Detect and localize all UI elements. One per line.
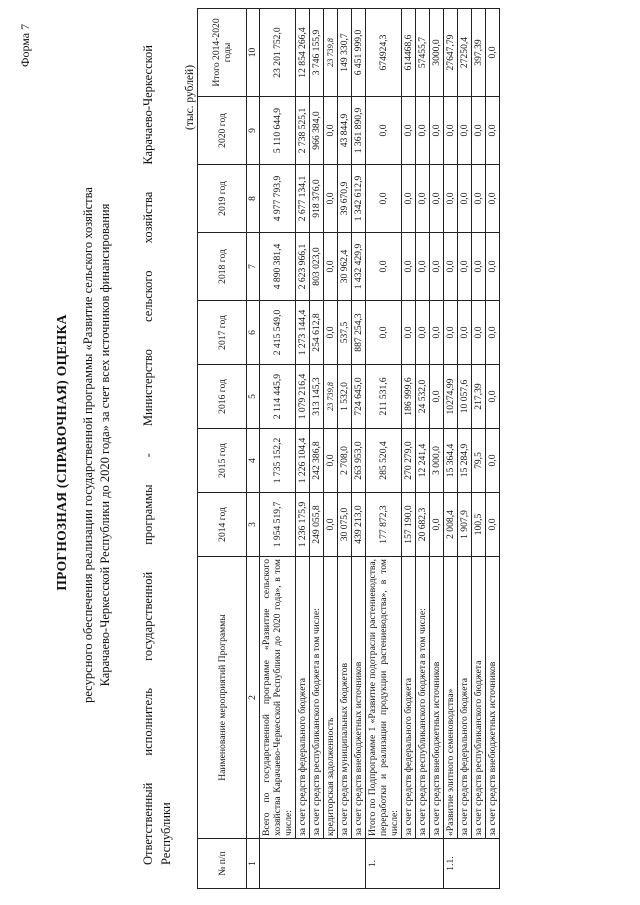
measure-name: за счет средств республиканского бюджета bbox=[472, 557, 486, 839]
value-cell: 0,0 bbox=[324, 233, 338, 301]
value-cell: 23 739,8 bbox=[324, 9, 338, 97]
value-cell: 0,0 bbox=[324, 493, 338, 557]
value-cell: 149 330,7 bbox=[338, 9, 352, 97]
value-cell: 0,0 bbox=[416, 97, 430, 165]
value-cell: 249 055,8 bbox=[310, 493, 324, 557]
value-cell: 3 746 155,9 bbox=[310, 9, 324, 97]
value-cell: 30 962,4 bbox=[338, 233, 352, 301]
value-cell: 313 145,3 bbox=[310, 365, 324, 429]
column-header: Наименование мероприятий Программы bbox=[198, 557, 247, 839]
measure-name: за счет средств внебюджетных источников bbox=[486, 557, 500, 839]
value-cell: 887 254,3 bbox=[352, 301, 366, 365]
column-header: 2019 год bbox=[198, 165, 247, 233]
value-cell: 0,0 bbox=[486, 233, 500, 301]
row-number bbox=[260, 839, 366, 889]
value-cell: 0,0 bbox=[458, 233, 472, 301]
value-cell: 1 954 519,7 bbox=[260, 493, 296, 557]
value-cell: 39 670,9 bbox=[338, 165, 352, 233]
table-row bbox=[486, 9, 500, 889]
value-cell: 439 213,0 bbox=[352, 493, 366, 557]
value-cell: 0,0 bbox=[430, 97, 444, 165]
measure-name: за счет средств федерального бюджета bbox=[402, 557, 416, 839]
column-header: 2015 год bbox=[198, 429, 247, 493]
value-cell: 966 384,0 bbox=[310, 97, 324, 165]
value-cell: 0,0 bbox=[430, 165, 444, 233]
value-cell: 1 079 216,4 bbox=[296, 365, 310, 429]
value-cell: 23 201 752,0 bbox=[260, 9, 296, 97]
value-cell: 15 364,4 bbox=[444, 429, 458, 493]
value-cell: 1 361 890,9 bbox=[352, 97, 366, 165]
measure-name: за счет средств внебюджетных источников bbox=[352, 557, 366, 839]
value-cell: 1 236 175,9 bbox=[296, 493, 310, 557]
column-index: 9 bbox=[247, 97, 260, 165]
value-cell: 0,0 bbox=[458, 165, 472, 233]
value-cell: 43 844,9 bbox=[338, 97, 352, 165]
table-row bbox=[430, 9, 444, 889]
value-cell: 1 532,0 bbox=[338, 365, 352, 429]
value-cell: 0,0 bbox=[444, 165, 458, 233]
value-cell: 0,0 bbox=[416, 233, 430, 301]
value-cell: 0,0 bbox=[416, 301, 430, 365]
value-cell: 803 023,0 bbox=[310, 233, 324, 301]
value-cell: 263 953,0 bbox=[352, 429, 366, 493]
value-cell: 0,0 bbox=[324, 97, 338, 165]
column-index: 2 bbox=[247, 557, 260, 839]
form-label: Форма 7 bbox=[18, 23, 32, 67]
value-cell: 0,0 bbox=[486, 165, 500, 233]
value-cell: 0,0 bbox=[486, 493, 500, 557]
measure-name: за счет средств республиканского бюджета в том числе: bbox=[416, 557, 430, 839]
value-cell: 0,0 bbox=[430, 301, 444, 365]
value-cell: 0,0 bbox=[324, 165, 338, 233]
responsible-line-2: Республики bbox=[159, 802, 173, 865]
column-index: 3 bbox=[247, 493, 260, 557]
value-cell: 0,0 bbox=[402, 165, 416, 233]
value-cell: 0,0 bbox=[458, 301, 472, 365]
value-cell: 177 872,3 bbox=[366, 493, 402, 557]
column-index: 1 bbox=[247, 839, 260, 889]
value-cell: 12 241,4 bbox=[416, 429, 430, 493]
value-cell: 537,5 bbox=[338, 301, 352, 365]
column-header: 2017 год bbox=[198, 301, 247, 365]
value-cell: 0,0 bbox=[472, 301, 486, 365]
measure-name: «Развитие элитного семеноводства» bbox=[444, 557, 458, 839]
value-cell: 20 682,3 bbox=[416, 493, 430, 557]
value-cell: 0,0 bbox=[486, 301, 500, 365]
column-index: 5 bbox=[247, 365, 260, 429]
measure-name: за счет средств внебюджетных источников bbox=[430, 557, 444, 839]
row-number: 1. bbox=[366, 839, 444, 889]
column-header: 2018 год bbox=[198, 233, 247, 301]
value-cell: 27647,79 bbox=[444, 9, 458, 97]
value-cell: 27250,4 bbox=[458, 9, 472, 97]
value-cell: 2 415 549,0 bbox=[260, 301, 296, 365]
column-header: 2016 год bbox=[198, 365, 247, 429]
value-cell: 30 075,0 bbox=[338, 493, 352, 557]
value-cell: 3000,0 bbox=[430, 9, 444, 97]
value-cell: 211 531,6 bbox=[366, 365, 402, 429]
table-row bbox=[324, 9, 338, 889]
measure-name: за счет средств федерального бюджета bbox=[296, 557, 310, 839]
value-cell: 2 114 445,9 bbox=[260, 365, 296, 429]
column-header: № п/п bbox=[198, 839, 247, 889]
measure-name: за счет средств федерального бюджета bbox=[458, 557, 472, 839]
value-cell: 1 735 152,2 bbox=[260, 429, 296, 493]
value-cell: 0,0 bbox=[486, 365, 500, 429]
value-cell: 100,5 bbox=[472, 493, 486, 557]
value-cell: 157 190,0 bbox=[402, 493, 416, 557]
value-cell: 0,0 bbox=[486, 9, 500, 97]
value-cell: 5 110 644,9 bbox=[260, 97, 296, 165]
measure-name: Итого по Подпрограмме 1 «Развитие подотрасли растениеводства, переработки и реализации продукции растениеводства», в том числе: bbox=[366, 557, 402, 839]
value-cell: 1 226 104,4 bbox=[296, 429, 310, 493]
value-cell: 4 977 793,9 bbox=[260, 165, 296, 233]
column-index: 6 bbox=[247, 301, 260, 365]
measure-name: Всего по государственной программе «Развитие сельского хозяйства Карачаево-Черкесской Республики до 2020 года», в том числе: bbox=[260, 557, 296, 839]
value-cell: 23 739,8 bbox=[324, 365, 338, 429]
value-cell: 6 451 999,0 bbox=[352, 9, 366, 97]
value-cell: 674924,3 bbox=[366, 9, 402, 97]
value-cell: 0,0 bbox=[486, 429, 500, 493]
value-cell: 0,0 bbox=[324, 429, 338, 493]
table-row bbox=[352, 9, 366, 889]
value-cell: 0,0 bbox=[402, 233, 416, 301]
value-cell: 1 342 612,9 bbox=[352, 165, 366, 233]
measure-name: за счет средств республиканского бюджета в том числе: bbox=[310, 557, 324, 839]
value-cell: 242 386,8 bbox=[310, 429, 324, 493]
value-cell: 1 432 429,9 bbox=[352, 233, 366, 301]
column-index: 7 bbox=[247, 233, 260, 301]
table-index-row bbox=[247, 9, 260, 889]
value-cell: 0,0 bbox=[430, 233, 444, 301]
table-row bbox=[416, 9, 430, 889]
value-cell: 0,0 bbox=[416, 165, 430, 233]
value-cell: 397,39 bbox=[472, 9, 486, 97]
value-cell: 0,0 bbox=[444, 301, 458, 365]
value-cell: 0,0 bbox=[444, 233, 458, 301]
value-cell: 186 999,6 bbox=[402, 365, 416, 429]
value-cell: 0,0 bbox=[472, 165, 486, 233]
value-cell: 254 612,8 bbox=[310, 301, 324, 365]
table-row bbox=[296, 9, 310, 889]
value-cell: 217,39 bbox=[472, 365, 486, 429]
value-cell: 79,5 bbox=[472, 429, 486, 493]
value-cell: 0,0 bbox=[430, 365, 444, 429]
table-row bbox=[402, 9, 416, 889]
value-cell: 270 279,0 bbox=[402, 429, 416, 493]
value-cell: 4 890 381,4 bbox=[260, 233, 296, 301]
table-row bbox=[444, 9, 458, 889]
value-cell: 0,0 bbox=[458, 97, 472, 165]
value-cell: 614468,6 bbox=[402, 9, 416, 97]
table-row bbox=[260, 9, 296, 889]
value-cell: 285 520,4 bbox=[366, 429, 402, 493]
funding-table bbox=[197, 8, 500, 889]
value-cell: 2 008,4 bbox=[444, 493, 458, 557]
value-cell: 3 000,0 bbox=[430, 429, 444, 493]
measure-name: за счет средств муниципальных бюджетов bbox=[338, 557, 352, 839]
value-cell: 0,0 bbox=[366, 233, 402, 301]
table-row bbox=[458, 9, 472, 889]
value-cell: 10 057,6 bbox=[458, 365, 472, 429]
column-index: 4 bbox=[247, 429, 260, 493]
value-cell: 918 376,0 bbox=[310, 165, 324, 233]
value-cell: 2 738 525,1 bbox=[296, 97, 310, 165]
value-cell: 0,0 bbox=[324, 301, 338, 365]
value-cell: 0,0 bbox=[402, 301, 416, 365]
value-cell: 2 677 134,1 bbox=[296, 165, 310, 233]
document-title: ПРОГНОЗНАЯ (СПРАВОЧНАЯ) ОЦЕНКА bbox=[54, 314, 69, 591]
value-cell: 15 284,9 bbox=[458, 429, 472, 493]
value-cell: 0,0 bbox=[472, 233, 486, 301]
value-cell: 10274,99 bbox=[444, 365, 458, 429]
table-row bbox=[338, 9, 352, 889]
value-cell: 2 623 966,1 bbox=[296, 233, 310, 301]
value-cell: 24 532,0 bbox=[416, 365, 430, 429]
value-cell: 2 708,0 bbox=[338, 429, 352, 493]
table-row bbox=[310, 9, 324, 889]
value-cell: 0,0 bbox=[444, 97, 458, 165]
value-cell: 57455,7 bbox=[416, 9, 430, 97]
value-cell: 724 645,0 bbox=[352, 365, 366, 429]
column-index: 8 bbox=[247, 165, 260, 233]
value-cell: 0,0 bbox=[430, 493, 444, 557]
value-cell: 0,0 bbox=[366, 301, 402, 365]
value-cell: 0,0 bbox=[486, 97, 500, 165]
subtitle-line-1: ресурсного обеспечения реализации государственной программы «Развитие сельского хозяйства bbox=[81, 187, 95, 703]
value-cell: 0,0 bbox=[366, 97, 402, 165]
value-cell: 12 854 266,4 bbox=[296, 9, 310, 97]
column-header: 2014 год bbox=[198, 493, 247, 557]
row-number: 1.1. bbox=[444, 839, 500, 889]
column-header: Итого 2014-2020 годы bbox=[198, 9, 247, 97]
table-header-row bbox=[198, 9, 247, 889]
table-row bbox=[472, 9, 486, 889]
value-cell: 0,0 bbox=[402, 97, 416, 165]
table-row bbox=[366, 9, 402, 889]
units-label: (тыс. рублей) bbox=[184, 64, 196, 130]
column-index: 10 bbox=[247, 9, 260, 97]
measure-name: кредиторская задолженность bbox=[324, 557, 338, 839]
responsible-line-1: Ответственный исполнитель государственной программы - Министерство сельского хозяйства Карачаево-Черкесской bbox=[141, 45, 155, 865]
column-header: 2020 год bbox=[198, 97, 247, 165]
value-cell: 0,0 bbox=[472, 97, 486, 165]
value-cell: 0,0 bbox=[366, 165, 402, 233]
value-cell: 1 907,9 bbox=[458, 493, 472, 557]
value-cell: 1 273 144,4 bbox=[296, 301, 310, 365]
subtitle-line-2: Карачаево-Черкесской Республики до 2020 года» за счет всех источников финансирования bbox=[98, 203, 112, 687]
